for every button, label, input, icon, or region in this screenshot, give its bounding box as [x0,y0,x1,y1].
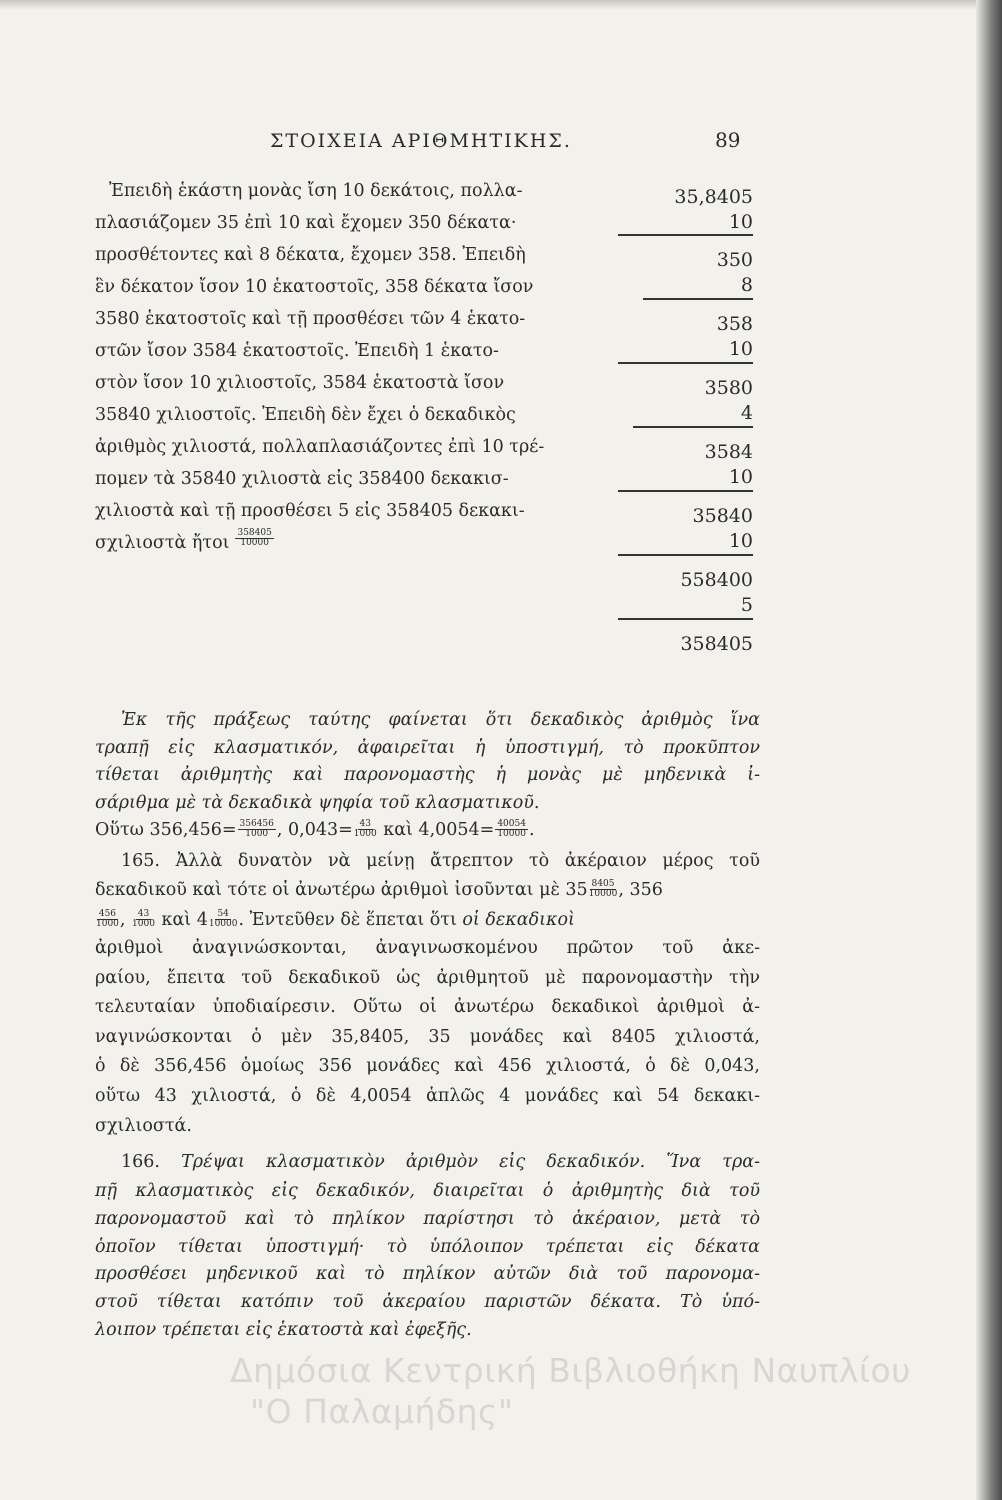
fraction-denominator: 1000 [353,829,377,839]
body-line: πῇ κλασματικὸς εἰς δεκαδικόν, διαιρεῖται ὁ ἀριθμητὴς διὰ τοῦ [95,1181,760,1201]
left-paragraph-line: πομεν τὰ 35840 χιλιοστὰ εἰς 358400 δεκακισ- [95,469,509,489]
fraction-358405 [235,529,273,548]
fraction-43-b [132,910,155,930]
running-head: ΣΤΟΙΧΕΙΑ ΑΡΙΘΜΗΤΙΚΗΣ. [270,130,572,152]
fraction-40054 [495,820,528,840]
library-watermark [230,1350,911,1433]
body-line: ἀριθμοὶ ἀναγινώσκονται, ἀναγινωσκομένου πρῶτον τοῦ ἀκε- [95,938,760,958]
body-line: οὕτω 43 χιλιοστά, ὁ δὲ 4,0054 ἁπλῶς 4 μονάδες καὶ 54 δεκακι- [95,1086,760,1106]
body-line: Ἐκ τῆς πράξεως ταύτης φαίνεται ὅτι δεκαδικὸς ἀριθμὸς ἵνα [121,710,760,730]
left-paragraph-line: πλασιάζομεν 35 ἐπὶ 10 καὶ ἔχομεν 350 δέκατα· [95,213,517,233]
body-line: τραπῇ εἰς κλασματικόν, ἀφαιρεῖται ἡ ὑποστιγμή, τὸ προκῦπτον [95,737,760,758]
fraction-denominator: 10000 [497,829,526,839]
fraction-denominator: 10000 [588,889,618,899]
calculation-rule [618,554,753,556]
fraction-denominator: 1000 [96,919,119,929]
examples-mid-1: , 0,043= [276,820,353,840]
calculation-value: 35840 [692,505,753,527]
fraction-456 [96,910,119,930]
fraction-denominator: 10000 [208,919,238,929]
fraction-54 [209,910,238,930]
fraction-denominator: 1000 [132,919,155,929]
page-top-edge [0,0,1002,10]
body-line: σάριθμα μὲ τὰ δεκαδικὰ ψηφία τοῦ κλασματικοῦ. [95,792,540,813]
section-166-text-1: Ἵνα τρα- [645,1152,760,1172]
calculation-rule [618,490,753,492]
fraction-numerator: 43 [359,818,371,829]
section-165-text-3c: οἱ δεκαδικοὶ [456,910,575,930]
section-165-line-1 [95,851,760,871]
examples-lead: Οὕτω 356,456= [95,820,237,840]
body-line: στοῦ τίθεται κατόπιν τοῦ ἀκεραίου παριστῶν δέκατα. Τὸ ὑπό- [95,1292,760,1313]
section-165-line-2 [95,880,663,900]
section-165-text-3a: καὶ 4 [155,910,208,930]
examples-end: . [528,820,535,840]
body-line: τίθεται ἀριθμητὴς καὶ παρονομαστὴς ἡ μονὰς μὲ μηδενικὰ ἰ- [95,765,760,785]
section-165-text-2a: δεκαδικοῦ καὶ τότε οἱ ἀνωτέρω ἀριθμοὶ ἰσοῦνται μὲ 35 [95,880,588,900]
section-165-text-1: Ἀλλὰ δυνατὸν νὰ μείνῃ ἄτρεπτον τὸ ἀκέραιον μέρος τοῦ [159,851,760,871]
fraction-numerator: 356456 [239,818,274,829]
calculation-rule [618,618,753,620]
section-166-line-1 [95,1152,760,1172]
section-165-separator: , [119,910,132,930]
fraction-denominator: 10000 [240,538,269,548]
left-paragraph-line: ἓν δέκατον ἴσον 10 ἑκατοστοῖς, 358 δέκατα ἴσον [95,277,534,297]
calculation-rule [618,234,753,236]
left-paragraph-line: 3580 ἑκατοστοῖς καὶ τῇ προσθέσει τῶν 4 ἑκατο- [95,309,526,329]
body-line: ραίου, ἔπειτα τοῦ δεκαδικοῦ ὡς ἀριθμητοῦ μὲ παρονομαστὴν τὴν [95,967,760,988]
calculation-value: 350 [716,249,753,271]
left-paragraph-line: Ἐπειδὴ ἑκάστη μονὰς ἴση 10 δεκάτοις, πολλα- [109,181,523,201]
watermark-line-2: "Ο Παλαμήδης" [250,1392,514,1432]
fraction-denominator: 1000 [245,829,269,839]
body-line: τελευταίαν ὑποδιαίρεσιν. Οὕτω οἱ ἀνωτέρω δεκαδικοὶ ἀριθμοὶ ἀ- [95,997,760,1018]
fraction-numerator: 456 [98,908,117,919]
body-line: ναγινώσκονται ὁ μὲν 35,8405, 35 μονάδες καὶ 8405 χιλιοστά, [95,1026,760,1047]
section-165-text-2b: , 356 [618,880,663,900]
calculation-rule [618,362,753,364]
examples-mid-2: καὶ 4,0054= [377,820,495,840]
calculation-value: 3580 [704,377,753,399]
left-paragraph-line: ἀριθμὸς χιλιοστά, πολλαπλασιάζοντες ἐπὶ 10 τρέ- [95,437,545,457]
calculation-value: 10 [728,466,753,488]
watermark-line-1: Δημόσια Κεντρική Βιβλιοθήκη Ναυπλίου [230,1351,911,1390]
left-paragraph-line: προσθέτοντες καὶ 8 δέκατα, ἔχομεν 358. Ἐπειδὴ [95,245,526,265]
left-paragraph-line: σχιλιοστὰ ἤτοι [95,533,230,553]
section-165-text-3b: . Ἐντεῦθεν δὲ ἕπεται ὅτι [238,910,457,930]
left-paragraph-line: στῶν ἴσον 3584 ἑκατοστοῖς. Ἐπειδὴ 1 ἑκατο- [95,341,499,361]
fraction-8405 [589,880,618,900]
body-line: ὁποῖον τίθεται ὑποστιγμή· τὸ ὑπόλοιπον τρέπεται εἰς δέκατα [95,1236,760,1257]
calculation-value: 10 [728,211,753,233]
calculation-value: 358405 [680,633,753,655]
calculation-value: 3584 [704,441,753,463]
fraction-numerator: 8405 [591,878,615,889]
section-166-title: Τρέψαι κλασματικὸν ἀριθμὸν εἰς δεκαδικόν. [159,1152,646,1172]
body-line: λοιπον τρέπεται εἰς ἑκατοστὰ καὶ ἐφεξῆς. [95,1320,472,1340]
calculation-value: 558400 [680,569,753,591]
calculation-value: 358 [716,313,753,335]
left-paragraph [95,183,615,567]
calculation-value: 5 [740,594,753,616]
page-number: 89 [715,128,741,152]
fraction-numerator: 40054 [497,818,526,829]
calculation-rule [643,298,753,300]
body-line: προσθέσει μηδενικοῦ καὶ τὸ πηλίκον αὐτῶν διὰ τοῦ παρονομα- [95,1264,760,1285]
fraction-43-a [354,820,377,840]
calculation-value: 8 [740,274,753,296]
calculation-value: 10 [728,530,753,552]
left-paragraph-line: 35840 χιλιοστοῖς. Ἐπειδὴ δὲν ἔχει ὁ δεκαδικὸς [95,405,516,425]
fraction-numerator: 54 [217,908,229,919]
left-paragraph-line: χιλιοστὰ καὶ τῇ προσθέσει 5 εἰς 358405 δεκακι- [95,501,525,521]
section-number-166: 166. [121,1152,160,1172]
calculation-value: 35,8405 [674,186,753,208]
calculation-rule [633,426,753,428]
fraction-numerator: 358405 [237,528,272,538]
body-line: σχιλιοστά. [95,1115,192,1136]
examples-line [95,820,535,840]
calculation-value: 10 [728,338,753,360]
fraction-356456 [238,820,276,840]
page-binding-edge [976,0,1002,1500]
left-paragraph-line: στὸν ἴσον 10 χιλιοστοῖς, 3584 ἑκατοστὰ ἴσον [95,373,505,393]
body-line: ὁ δὲ 356,456 ὁμοίως 356 μονάδες καὶ 456 χιλιοστά, ὁ δὲ 0,043, [95,1056,760,1077]
body-line: παρονομαστοῦ καὶ τὸ πηλίκον παρίστησι τὸ ἀκέραιον, μετὰ τὸ [95,1208,760,1229]
section-165-line-3 [95,910,575,930]
calculation-value: 4 [740,402,753,424]
fraction-numerator: 43 [137,908,150,919]
section-number-165: 165. [121,851,160,871]
